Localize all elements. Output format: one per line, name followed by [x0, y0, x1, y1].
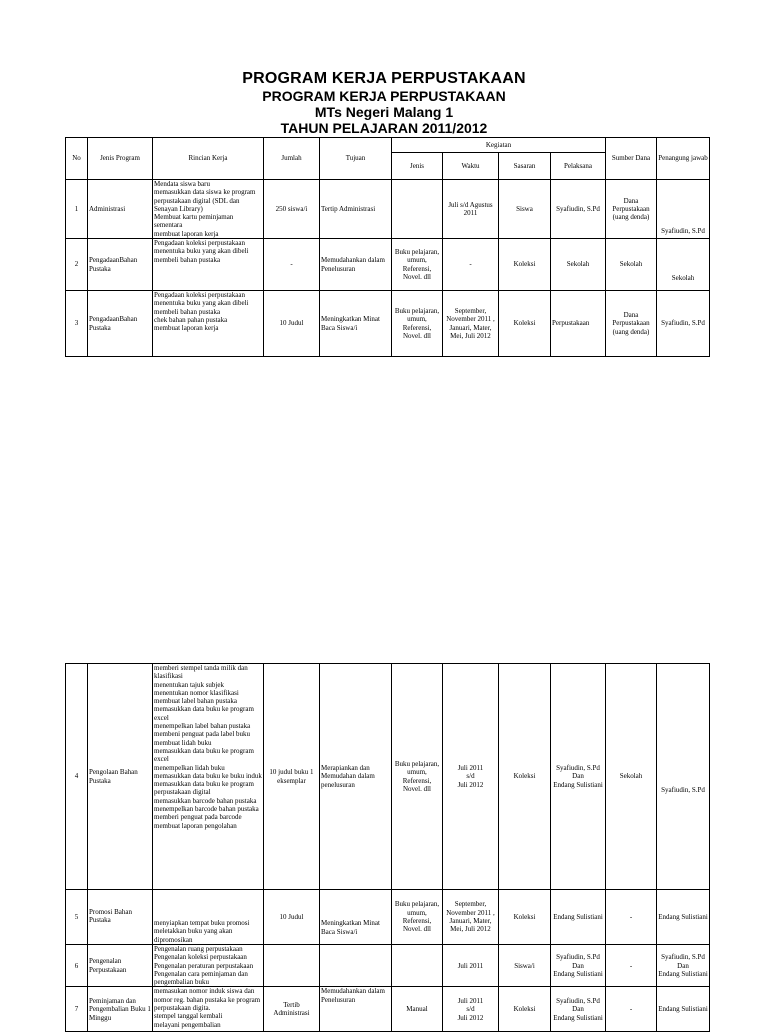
row-rincian: memasukan nomor induk siswa dan nomor reg. bahan pustaka ke program perpustakaan digita. stempel tanggal kembali melayani pengembalian — [153, 987, 264, 1032]
row-pelaksana: Endang Sulistiani — [551, 890, 606, 945]
table-row — [66, 890, 710, 945]
row-program: Peminjaman dan Pengembalian Buku 1 Minggu — [88, 987, 153, 1032]
table-row — [66, 239, 710, 291]
header-rincian-kerja: Rincian Kerja — [153, 138, 264, 180]
row-no: 2 — [66, 239, 88, 291]
row-jenis — [392, 180, 443, 239]
header-jumlah: Jumlah — [264, 138, 320, 180]
row-jumlah — [264, 945, 320, 987]
row-no: 5 — [66, 890, 88, 945]
row-pelaksana: Syafiudin, S.Pd Dan Endang Sulistiani — [551, 664, 606, 890]
row-tujuan: Meningkatkan Minat Baca Siswa/i — [320, 890, 392, 945]
table-row — [66, 180, 710, 239]
row-tujuan: Meningkatkan Minat Baca Siswa/i — [320, 291, 392, 357]
row-no: 7 — [66, 987, 88, 1032]
program-table-page2 — [65, 663, 710, 1032]
row-jenis: Buku pelajaran, umum, Referensi, Novel. dll — [392, 291, 443, 357]
row-waktu: Juli s/d Agustus 2011 — [443, 180, 499, 239]
header-sasaran: Sasaran — [499, 153, 551, 180]
row-penanggung-jawab: Sekolah — [657, 239, 710, 291]
header-no: No — [66, 138, 88, 180]
row-sumber-dana: Sekolah — [606, 239, 657, 291]
table-row — [66, 291, 710, 357]
row-no: 3 — [66, 291, 88, 357]
row-no: 4 — [66, 664, 88, 890]
header-penanggung-jawab: Penangung jawab — [657, 138, 710, 180]
row-pelaksana: Perpustakaan — [551, 291, 606, 357]
header-jenis-program: Jenis Program — [88, 138, 153, 180]
row-waktu: September, November 2011 , Januari, Mater, Mei, Juli 2012 — [443, 890, 499, 945]
row-program: PengadaanBahan Pustaka — [88, 239, 153, 291]
row-no: 1 — [66, 180, 88, 239]
document-title-block — [0, 70, 768, 136]
row-waktu: - — [443, 239, 499, 291]
row-jenis: Buku pelajaran, umum, Referensi, Novel. dll — [392, 890, 443, 945]
row-sasaran: Siswa — [499, 180, 551, 239]
row-sumber-dana: - — [606, 945, 657, 987]
row-sasaran: Koleksi — [499, 890, 551, 945]
table-row — [66, 664, 710, 890]
header-waktu: Waktu — [443, 153, 499, 180]
row-pelaksana: Syafiudin, S.Pd — [551, 180, 606, 239]
row-program: Promosi Bahan Pustaka — [88, 890, 153, 945]
row-sumber-dana: Dana Perpustakaan (uang denda) — [606, 180, 657, 239]
row-pelaksana: Sekolah — [551, 239, 606, 291]
academic-year: TAHUN PELAJARAN 2011/2012 — [280, 120, 488, 136]
row-sumber-dana: - — [606, 987, 657, 1032]
row-jumlah: 10 Judul — [264, 291, 320, 357]
header-sumber-dana: Sumber Dana — [606, 138, 657, 180]
row-sumber-dana: Dana Perpustakaan (uang denda) — [606, 291, 657, 357]
school-name: MTs Negeri Malang 1 — [314, 104, 454, 120]
row-waktu: September, November 2011 , Januari, Mater, Mei, Juli 2012 — [443, 291, 499, 357]
row-sasaran: Koleksi — [499, 239, 551, 291]
header-tujuan: Tujuan — [320, 138, 392, 180]
row-rincian: Mendata siswa baru memasukkan data siswa ke program perpustakaan digital (SDL dan Senayan Library) Membuat kartu peminjaman sementara membuat laporan kerja — [153, 180, 264, 239]
row-tujuan: Tertip Administrasi — [320, 180, 392, 239]
row-jenis: Buku pelajaran, umum, Referensi, Novel. dll — [392, 239, 443, 291]
row-program: Administrasi — [88, 180, 153, 239]
table-row — [66, 945, 710, 987]
row-sasaran: Koleksi — [499, 664, 551, 890]
row-sasaran: Koleksi — [499, 291, 551, 357]
row-pelaksana: Syafiudin, S.Pd Dan Endang Sulistiani — [551, 987, 606, 1032]
row-jumlah: - — [264, 239, 320, 291]
row-jenis: Buku pelajaran, umum, Referensi, Novel. dll — [392, 664, 443, 890]
row-penanggung-jawab: Syafiudin, S.Pd — [657, 664, 710, 890]
row-rincian: Pengadaan koleksi perpustakaan menentuka buku yang akan dibeli membeli bahan pustaka — [153, 239, 264, 291]
row-pelaksana: Syafiudin, S.Pd Dan Endang Sulistiani — [551, 945, 606, 987]
header-pelaksana: Pelaksana — [551, 153, 606, 180]
row-sumber-dana: - — [606, 890, 657, 945]
row-program: PengadaanBahan Pustaka — [88, 291, 153, 357]
row-program: Pengenalan Perpustakaan — [88, 945, 153, 987]
row-penanggung-jawab: Endang Sulistiani — [657, 890, 710, 945]
row-sasaran: Koleksi — [499, 987, 551, 1032]
doc-title-1: PROGRAM KERJA PERPUSTAKAAN — [242, 70, 526, 87]
row-tujuan: Memudahankan dalam Penelusuran — [320, 987, 392, 1032]
row-rincian: menyiapkan tempat buku promosi meletakkan buku yang akan dipromosikan — [153, 890, 264, 945]
row-tujuan: Merapiankan dan Memudahan dalam penelusuran — [320, 664, 392, 890]
row-jumlah: 10 judul buku 1 eksemplar — [264, 664, 320, 890]
header-jenis: Jenis — [392, 153, 443, 180]
table-row — [66, 987, 710, 1032]
row-waktu: Juli 2011 — [443, 945, 499, 987]
header-kegiatan: Kegiatan — [392, 138, 606, 153]
row-tujuan: Memudahankan dalam Penelusuran — [320, 239, 392, 291]
row-rincian: memberi stempel tanda milik dan klasifikasi menentukan tajuk subjek menentukan nomor klasifikasi membuat label bahan pustaka memasukkan data buku ke program excel menempelkan label bahan pustaka membeni penguat pada label buku membuat lidah buku memasukkan data buku ke program excel menempelkan lidah buku memasukkan data buku ke buku induk memasukkan data buku ke program perpustakaan digital memasukkan barcode bahan pustaka menempelkan barcode bahan pustaka memberi penguat pada barcode membuat laporan pengolahan — [153, 664, 264, 890]
row-jumlah: 250 siswa/i — [264, 180, 320, 239]
row-rincian: Pengenalan ruang perpustakaan Pengenalan koleksi perpustakaan Pengenalan peraturan perpustakaan Pengenalan cara peminjaman dan pengembalian buku — [153, 945, 264, 987]
row-sumber-dana: Sekolah — [606, 664, 657, 890]
row-jumlah: Tertib Administrasi — [264, 987, 320, 1032]
row-jumlah: 10 Judul — [264, 890, 320, 945]
row-jenis: Manual — [392, 987, 443, 1032]
row-tujuan — [320, 945, 392, 987]
row-penanggung-jawab: Syafiudin, S.Pd — [657, 291, 710, 357]
row-waktu: Juli 2011 s/d Juli 2012 — [443, 987, 499, 1032]
row-waktu: Juli 2011 s/d Juli 2012 — [443, 664, 499, 890]
program-table-page1 — [65, 137, 710, 357]
doc-title-2: PROGRAM KERJA PERPUSTAKAAN — [262, 88, 506, 104]
row-jenis — [392, 945, 443, 987]
row-rincian: Pengadaan koleksi perpustakaan menentuka buku yang akan dibeli membeli bahan pustaka chek bahan pahan pustaka membuat laporan kerja — [153, 291, 264, 357]
row-no: 6 — [66, 945, 88, 987]
row-penanggung-jawab: Syafiudin, S.Pd Dan Endang Sulistiani — [657, 945, 710, 987]
row-penanggung-jawab: Syafiudin, S.Pd — [657, 180, 710, 239]
row-sasaran: Siswa/i — [499, 945, 551, 987]
row-penanggung-jawab: Endang Sulistiani — [657, 987, 710, 1032]
row-program: Pengolaan Bahan Pustaka — [88, 664, 153, 890]
